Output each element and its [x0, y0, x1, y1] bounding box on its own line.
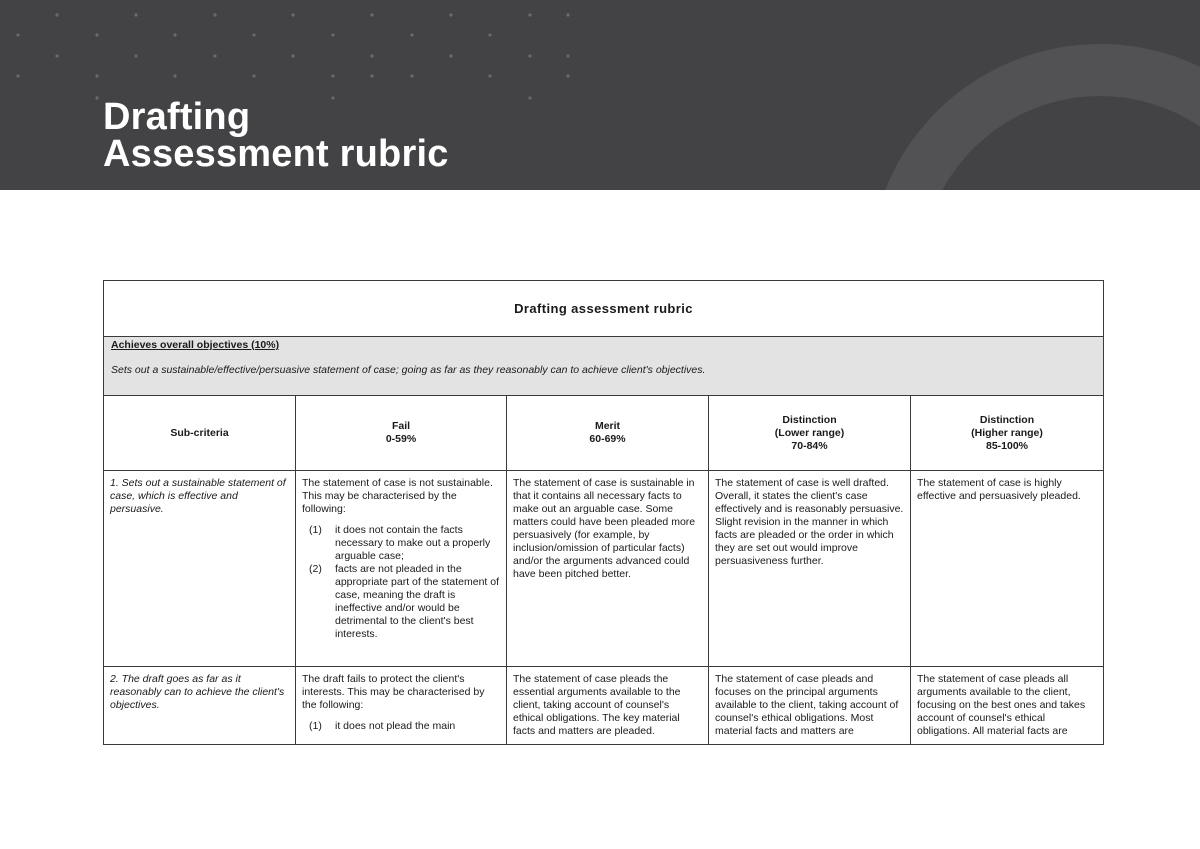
- fail-points-list: [302, 524, 500, 641]
- list-item: [302, 524, 500, 563]
- merit-cell: The statement of case is sustainable in that it contains all necessary facts to make out an arguable case. Some matters could have been pleaded more persuasively (for example, by inclusion/omission of particular facts) and/or the arguments advanced could have been pitched better.: [507, 471, 709, 667]
- column-header-line: 85-100%: [985, 439, 1029, 452]
- list-item-number: (1): [309, 524, 322, 536]
- list-item-text: it does not plead the main: [335, 720, 456, 732]
- table-row: [104, 667, 1104, 745]
- column-header-distinction-lower: [709, 396, 911, 471]
- subcriteria-cell: 2. The draft goes as far as it reasonably can to achieve the client's objectives.: [104, 667, 296, 745]
- column-header-merit: [507, 396, 709, 471]
- rubric-title: Drafting assessment rubric: [104, 281, 1104, 337]
- list-item-number: (2): [309, 563, 322, 575]
- column-header-line: Merit: [594, 420, 621, 432]
- column-header-distinction-higher: [911, 396, 1104, 471]
- dot-grid: [16, 13, 569, 99]
- objective-heading: Achieves overall objectives (10%): [111, 339, 280, 351]
- list-item-text: it does not contain the facts necessary to make out a properly arguable case;: [335, 524, 491, 562]
- distinction-higher-cell: The statement of case pleads all arguments available to the client, focusing on the best ones and takes account of counsel's ethical obligations. All material facts are: [911, 667, 1104, 745]
- page-title: [103, 96, 449, 175]
- column-header-line: 0-59%: [385, 433, 417, 445]
- column-header-line: Distinction: [979, 413, 1035, 426]
- column-header-line: 60-69%: [589, 433, 626, 445]
- distinction-lower-cell: The statement of case is well drafted. Overall, it states the client's case effectively and is reasonably persuasive. Slight revision in the manner in which facts are pleaded or the order in which they are set out would improve persuasiveness further.: [709, 471, 911, 667]
- column-header-row: [104, 396, 1104, 471]
- page-title-line-2: Assessment rubric: [103, 133, 449, 175]
- fail-cell: [296, 471, 507, 667]
- fail-intro: The statement of case is not sustainable. This may be characterised by the following:: [302, 477, 493, 515]
- list-item-number: (1): [309, 720, 322, 732]
- column-header-line: Fail: [391, 420, 411, 432]
- merit-cell: The statement of case pleads the essential arguments available to the client, taking account of counsel's ethical obligations. The key material facts and matters are pleaded.: [507, 667, 709, 745]
- fail-cell: [296, 667, 507, 745]
- distinction-higher-cell: The statement of case is highly effective and persuasively pleaded.: [911, 471, 1104, 667]
- subcriteria-cell: 1. Sets out a sustainable statement of case, which is effective and persuasive.: [104, 471, 296, 667]
- rubric-table: [103, 280, 1104, 745]
- list-item: [302, 563, 500, 641]
- objective-description: Sets out a sustainable/effective/persuasive statement of case; going as far as they reasonably can to achieve client's objectives.: [111, 364, 706, 376]
- distinction-lower-cell: The statement of case pleads and focuses on the principal arguments available to the client, taking account of counsel's ethical obligations. Most material facts and matters are: [709, 667, 911, 745]
- column-header-line: Distinction: [782, 413, 837, 426]
- header-banner: [0, 0, 1200, 190]
- table-row: [104, 471, 1104, 667]
- column-header-subcriteria: [104, 396, 296, 471]
- fail-points-list: [302, 720, 500, 733]
- column-header-line: 70-84%: [791, 439, 828, 452]
- objective-cell: [104, 337, 1104, 396]
- column-header-line: (Higher range): [971, 426, 1043, 439]
- column-header-line: (Lower range): [774, 426, 845, 439]
- column-header-fail: [296, 396, 507, 471]
- page-title-line-1: Drafting: [103, 96, 251, 138]
- list-item-text: facts are not pleaded in the appropriate part of the statement of case, meaning the draft is ineffective and/or would be detrimental to the client's best interests.: [335, 563, 500, 640]
- objective-row: [104, 337, 1104, 396]
- rubric-title-row: [104, 281, 1104, 337]
- list-item: [302, 720, 500, 733]
- fail-intro: The draft fails to protect the client's interests. This may be characterised by the following:: [302, 673, 485, 711]
- column-header-line: Sub-criteria: [170, 426, 229, 439]
